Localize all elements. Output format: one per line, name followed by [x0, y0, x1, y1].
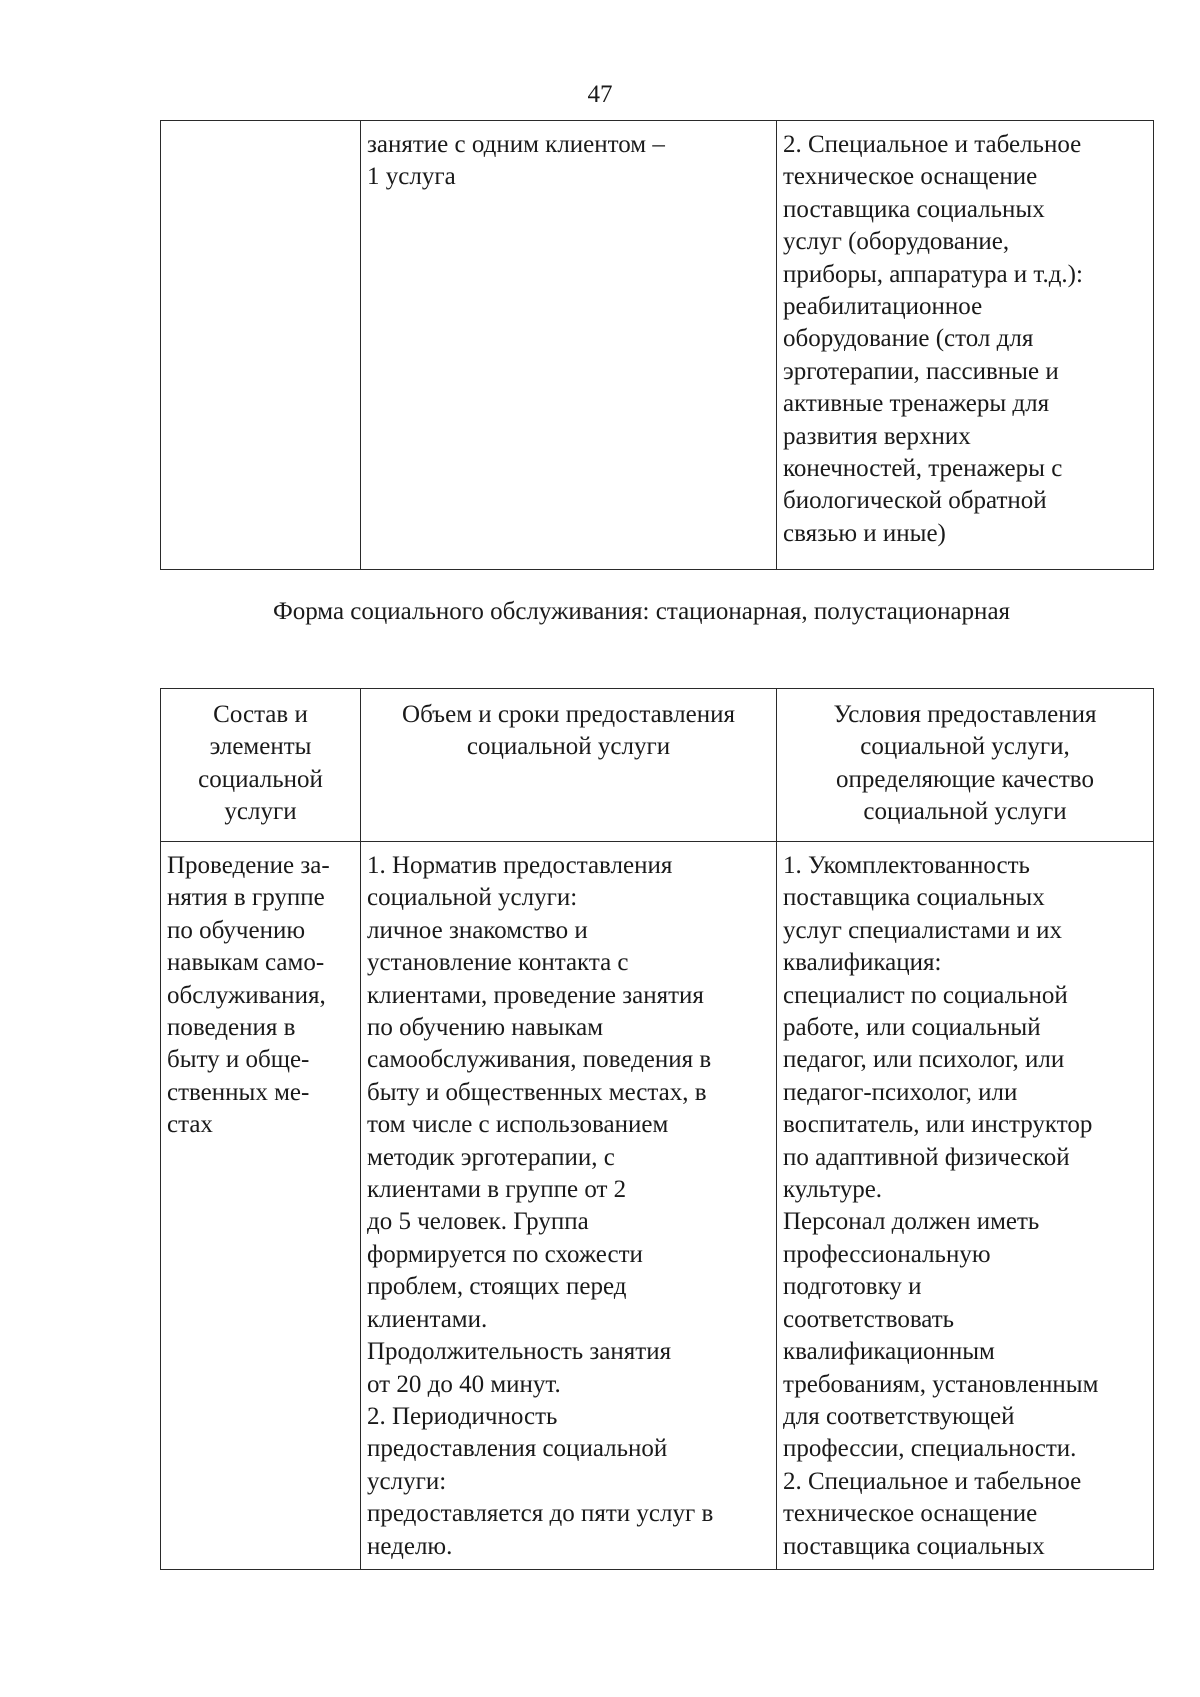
text-line: установление контакта с	[367, 949, 629, 977]
text-line: по адаптивной физической	[783, 1143, 1070, 1171]
text-line: педагог, или психолог, или	[783, 1046, 1065, 1074]
text-line: воспитатель, или инструктор	[783, 1111, 1093, 1139]
text-line: социальной услуги	[466, 733, 671, 761]
text-line: реабилитационное	[783, 293, 983, 321]
text-line: 1. Укомплектованность	[783, 852, 1030, 879]
text-line: конечностей, тренажеры с	[783, 455, 1063, 483]
text-line: элементы	[209, 733, 312, 761]
text-line: поставщика социальных	[783, 884, 1045, 912]
text-line: Продолжительность занятия	[367, 1338, 672, 1366]
text-line: для соответствующей	[783, 1402, 1015, 1430]
text-line: клиентами.	[367, 1305, 488, 1333]
table-cell-conditions	[777, 121, 1154, 570]
text-line: социальной	[198, 765, 323, 793]
column-header-conditions	[777, 689, 1154, 842]
text-line: 1. Норматив предоставления	[367, 852, 673, 879]
text-line: биологической обратной	[783, 487, 1047, 515]
text-line: социальной услуги,	[860, 733, 1070, 761]
text-line: поведения в	[167, 1014, 296, 1042]
text-line: личное знакомство и	[367, 916, 588, 944]
text-line: работе, или социальный	[783, 1014, 1041, 1042]
text-line: социальной услуги:	[367, 884, 578, 912]
text-line: клиентами, проведение занятия	[367, 981, 704, 1009]
text-line: оборудование (стол для	[783, 325, 1034, 353]
page-number: 47	[587, 81, 613, 108]
text-line: активные тренажеры для	[783, 390, 1050, 418]
text-line: по обучению	[167, 916, 306, 944]
text-line: культуре.	[783, 1176, 883, 1204]
service-table	[160, 688, 1154, 1570]
text-line: проблем, стоящих перед	[367, 1273, 627, 1301]
text-line: услуг специалистами и их	[783, 916, 1062, 944]
text-line: специалист по социальной	[783, 981, 1068, 1009]
text-line: эрготерапии, пассивные и	[783, 357, 1059, 385]
text-line: нятия в группе	[167, 884, 325, 912]
text-line: Проведение за-	[167, 852, 330, 879]
text-line: методик эрготерапии, с	[367, 1143, 615, 1171]
text-line: соответствовать	[783, 1305, 955, 1333]
text-line: 2. Периодичность	[367, 1402, 558, 1430]
text-line: развития верхних	[783, 422, 971, 450]
table-cell-composition	[161, 121, 361, 570]
text-line: 1 услуга	[367, 163, 456, 191]
text-line: стах	[167, 1111, 213, 1139]
text-line: предоставляется до пяти услуг в	[367, 1500, 714, 1528]
table-cell-volume	[361, 842, 777, 1570]
text-line: определяющие качество	[836, 765, 1094, 793]
text-line: требованиям, установленным	[783, 1370, 1099, 1398]
column-header-volume	[361, 689, 777, 842]
text-line: поставщика социальных	[783, 1532, 1045, 1560]
text-line: приборы, аппаратура и т.д.):	[783, 260, 1083, 288]
text-line: занятие с одним клиентом –	[367, 131, 665, 158]
table-cell-composition	[161, 842, 361, 1570]
text-line: навыкам само-	[167, 949, 325, 977]
text-line: том числе с использованием	[367, 1111, 669, 1139]
text-line: самообслуживания, поведения в	[367, 1046, 712, 1074]
table-cell-conditions	[777, 842, 1154, 1570]
text-line: профессиональную	[783, 1240, 991, 1268]
table-cell-volume	[361, 121, 777, 570]
table-header-row	[161, 689, 1154, 842]
text-line: Условия предоставления	[833, 701, 1097, 728]
text-line: от 20 до 40 минут.	[367, 1370, 561, 1398]
continuation-table	[160, 120, 1154, 570]
text-line: подготовку и	[783, 1273, 922, 1301]
text-line: Объем и сроки предоставления	[402, 701, 735, 728]
text-line: по обучению навыкам	[367, 1014, 604, 1042]
text-line: предоставления социальной	[367, 1435, 668, 1463]
text-line: ственных ме-	[167, 1078, 310, 1106]
column-header-composition	[161, 689, 361, 842]
text-line: быту и общественных местах, в	[367, 1078, 707, 1106]
text-line: до 5 человек. Группа	[367, 1208, 589, 1236]
table-row	[161, 121, 1154, 570]
table-row	[161, 842, 1154, 1570]
text-line: квалификация:	[783, 949, 942, 977]
text-line: техническое оснащение	[783, 1500, 1038, 1528]
text-line: профессии, специальности.	[783, 1435, 1077, 1463]
text-line: социальной услуги	[863, 798, 1067, 826]
text-line: клиентами в группе от 2	[367, 1176, 627, 1204]
text-line: быту и обще-	[167, 1046, 310, 1074]
text-line: педагог-психолог, или	[783, 1078, 1018, 1106]
text-line: Персонал должен иметь	[783, 1208, 1040, 1236]
section-caption: Форма социального обслуживания: стационарная, полустационарная	[272, 598, 1011, 625]
text-line: услуги:	[367, 1467, 447, 1495]
text-line: формируется по схожести	[367, 1240, 643, 1268]
text-line: поставщика социальных	[783, 195, 1045, 223]
text-line: связью и иные)	[783, 519, 946, 547]
text-line: неделю.	[367, 1532, 453, 1560]
text-line: 2. Специальное и табельное	[783, 131, 1082, 158]
text-line: обслуживания,	[167, 981, 326, 1009]
text-line: Состав и	[213, 701, 308, 728]
text-line: 2. Специальное и табельное	[783, 1467, 1082, 1495]
text-line: квалификационным	[783, 1338, 995, 1366]
text-line: услуги	[224, 798, 297, 826]
text-line: услуг (оборудование,	[783, 228, 1010, 256]
text-line: техническое оснащение	[783, 163, 1038, 191]
